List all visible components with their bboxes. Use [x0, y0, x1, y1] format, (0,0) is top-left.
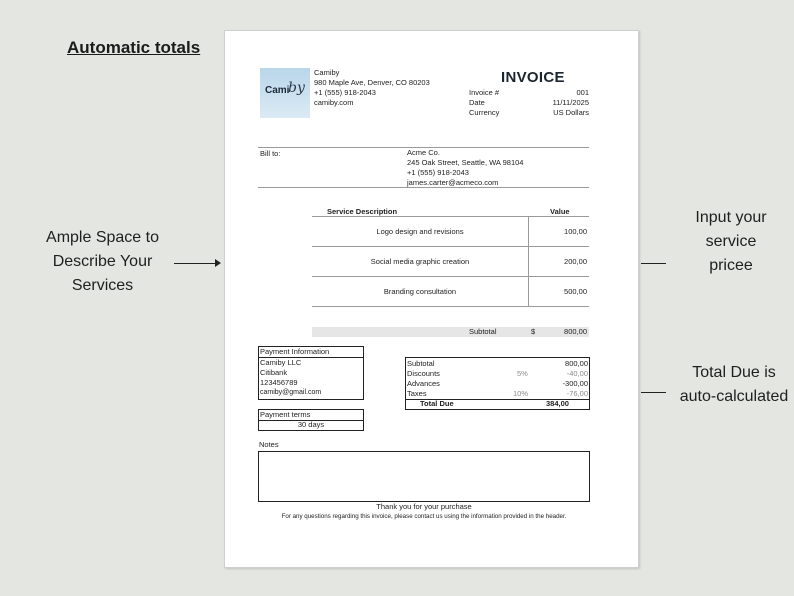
meta-invoice-number — [469, 88, 589, 98]
page-heading: Automatic totals — [67, 38, 201, 57]
meta-label: Date — [469, 98, 485, 107]
company-address: 980 Maple Ave, Denver, CO 80203 — [314, 78, 430, 87]
bill-to-address: 245 Oak Street, Seattle, WA 98104 — [407, 158, 524, 167]
service-row — [312, 216, 589, 247]
services-column-divider — [528, 217, 529, 306]
totals-box — [405, 357, 590, 410]
logo-script: by — [288, 80, 305, 96]
services-header-desc: Service Description — [327, 207, 398, 216]
totals-pct[interactable]: 10% — [513, 389, 529, 398]
bill-to-details — [407, 148, 587, 188]
total-due-value: 384,00 — [546, 399, 569, 408]
service-row — [312, 246, 589, 277]
company-phone: +1 (555) 918-2043 — [314, 88, 376, 97]
meta-value: 001 — [576, 88, 589, 97]
payment-info-box — [258, 346, 364, 400]
service-desc[interactable]: Branding consultation — [383, 287, 457, 296]
invoice-title: INVOICE — [501, 69, 565, 86]
services-bottom-rule — [312, 306, 589, 307]
company-logo — [260, 68, 310, 118]
subtotal-band — [312, 327, 589, 337]
services-header-value: Value — [550, 207, 570, 216]
meta-currency — [469, 108, 589, 118]
total-due-label: Total Due — [420, 399, 454, 408]
totals-label: Discounts — [407, 369, 440, 378]
bill-to-email: james.carter@acmeco.com — [407, 178, 499, 187]
payment-line[interactable]: 123456789 — [260, 378, 298, 387]
arrow-head-icon — [215, 259, 221, 267]
totals-pct[interactable]: 5% — [517, 369, 528, 378]
callout-left-line-2: Describe Your — [52, 253, 153, 270]
callout-left — [30, 226, 175, 298]
notes-box[interactable] — [258, 451, 590, 502]
callout-left-line-1: Ample Space to — [46, 229, 159, 246]
arrow-left — [174, 263, 218, 264]
payment-terms-value[interactable]: 30 days — [297, 420, 325, 429]
totals-value: -40,00 — [566, 369, 588, 378]
bill-to-bottom-rule — [258, 187, 589, 188]
callout-right-top-line-1: Input your — [695, 209, 767, 226]
meta-value: US Dollars — [553, 108, 589, 117]
bill-to-phone: +1 (555) 918-2043 — [407, 168, 469, 177]
bill-to-label: Bill to: — [260, 149, 281, 158]
payment-terms-box — [258, 409, 364, 431]
callout-right-bottom-line-2: auto-calculated — [679, 388, 789, 405]
payment-info-title: Payment Information — [260, 347, 330, 356]
service-desc[interactable]: Social media graphic creation — [370, 257, 470, 266]
totals-label: Subtotal — [407, 359, 435, 368]
callout-right-top-line-3: pricee — [709, 257, 753, 274]
connector-right-bottom — [641, 392, 666, 393]
totals-value: -76,00 — [566, 389, 588, 398]
callout-right-top-line-2: service — [705, 233, 757, 250]
service-desc[interactable]: Logo design and revisions — [376, 227, 464, 236]
subtotal-value: 800,00 — [564, 327, 587, 336]
subtotal-currency: $ — [531, 327, 536, 336]
callout-right-top — [673, 206, 789, 278]
totals-label: Taxes — [407, 389, 427, 398]
payment-line[interactable]: camiby@gmail.com — [260, 389, 322, 396]
totals-value[interactable]: -300,00 — [562, 379, 588, 388]
contact-note: For any questions regarding this invoice, please contact us using the information provided in the header. — [281, 513, 567, 520]
company-name: Camiby — [314, 68, 340, 77]
payment-line[interactable]: Camiby LLC — [260, 358, 302, 367]
callout-left-line-3: Services — [71, 277, 134, 294]
thanks-text: Thank you for your purchase — [376, 502, 472, 511]
payment-terms-title: Payment terms — [260, 410, 311, 419]
callout-right-bottom — [676, 361, 792, 409]
payment-line[interactable]: Citibank — [260, 368, 288, 377]
callout-right-bottom-line-1: Total Due is — [692, 364, 776, 381]
company-info — [314, 68, 464, 108]
subtotal-label: Subtotal — [469, 327, 497, 336]
meta-date — [469, 98, 589, 108]
service-value[interactable]: 200,00 — [564, 257, 587, 266]
service-value[interactable]: 500,00 — [564, 287, 587, 296]
service-row — [312, 276, 589, 307]
totals-value: 800,00 — [565, 359, 588, 368]
company-website: camiby.com — [314, 98, 354, 107]
logo-text: Cami — [265, 85, 290, 96]
invoice-page — [224, 30, 639, 568]
meta-label: Currency — [469, 108, 500, 117]
service-value[interactable]: 100,00 — [564, 227, 587, 236]
meta-label: Invoice # — [469, 88, 500, 97]
bill-to-name: Acme Co. — [407, 148, 440, 157]
totals-label: Advances — [407, 379, 440, 388]
connector-right-top — [641, 263, 666, 264]
meta-value: 11/11/2025 — [552, 98, 589, 107]
notes-label: Notes — [259, 440, 279, 449]
